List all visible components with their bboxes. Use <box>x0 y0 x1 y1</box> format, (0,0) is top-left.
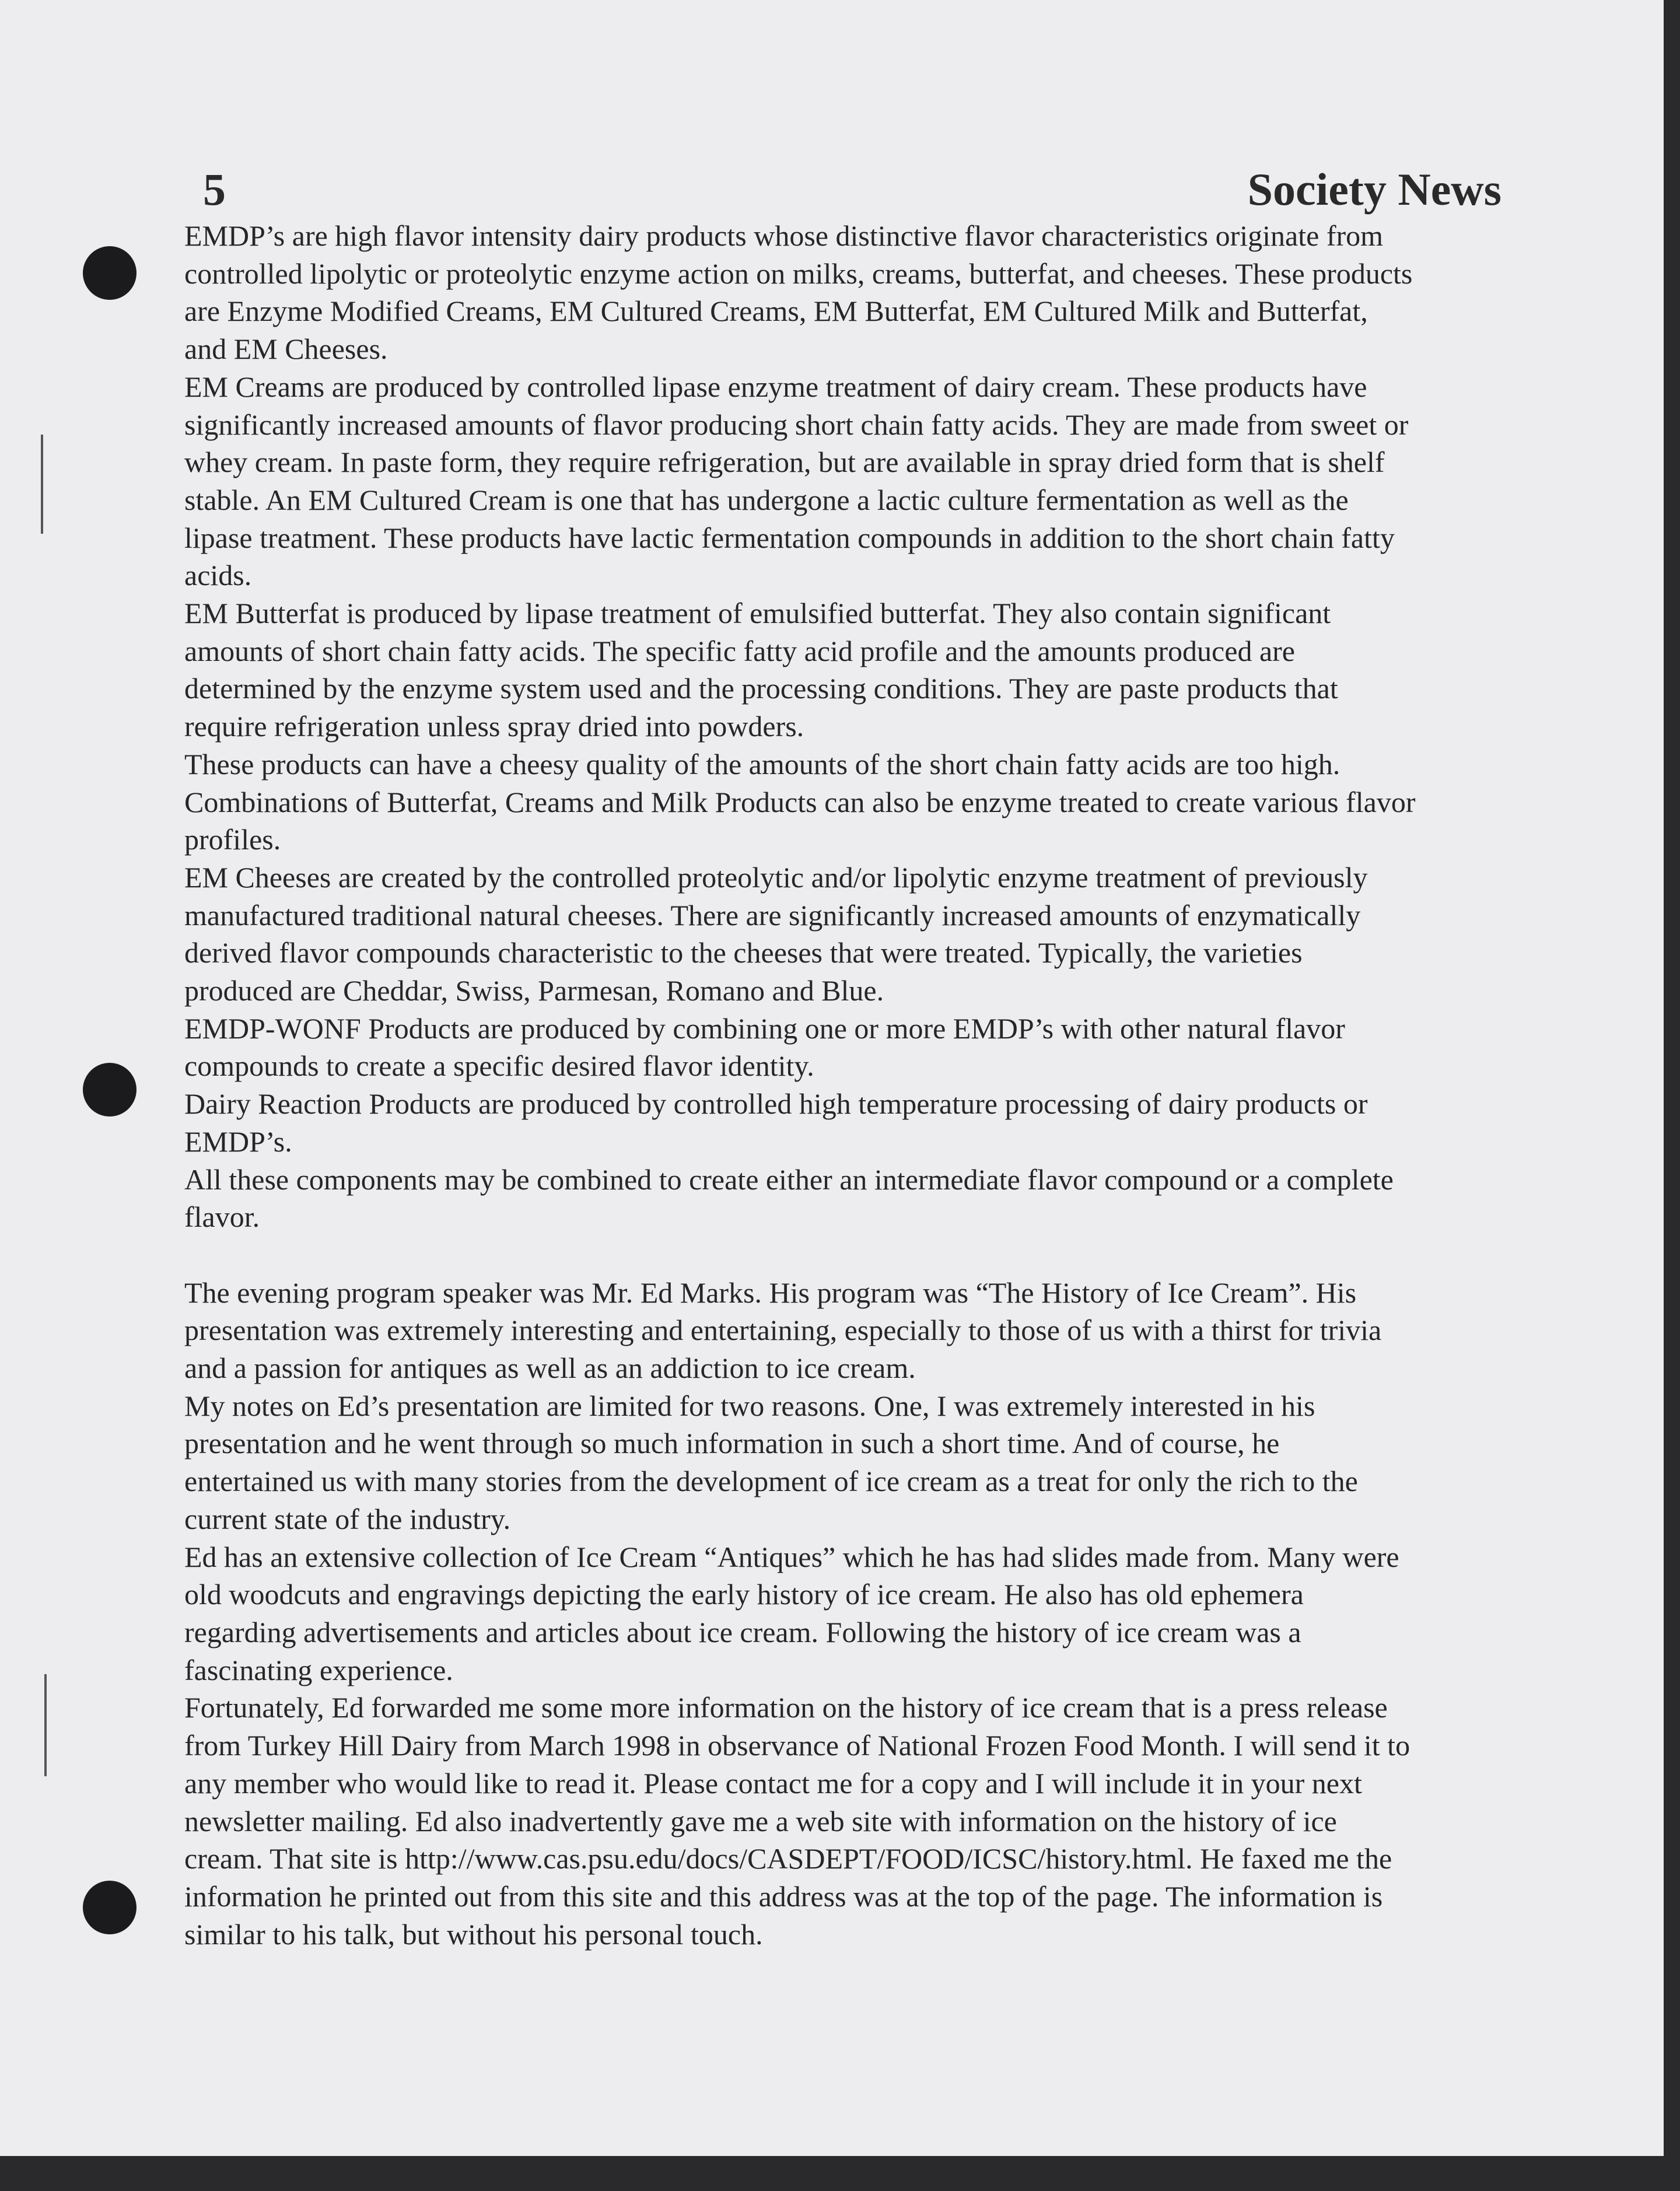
text-line: determined by the enzyme system used and the processing conditions. They are paste products that <box>184 672 1338 705</box>
text-line: EM Cheeses are created by the controlled proteolytic and/or lipolytic enzyme treatment of previously <box>184 860 1368 894</box>
text-line: and EM Cheeses. <box>184 332 388 366</box>
text-line: information he printed out from this site and this address was at the top of the page. The information is <box>184 1880 1383 1913</box>
text-line: EMDP’s are high flavor intensity dairy products whose distinctive flavor characteristics originate from <box>184 219 1384 252</box>
paragraph <box>184 1538 1415 1689</box>
text-line: stable. An EM Cultured Cream is one that has undergone a lactic culture fermentation as well as the <box>184 483 1349 516</box>
text-line: Ed has an extensive collection of Ice Cream “Antiques” which he has had slides made from. Many were <box>184 1540 1399 1573</box>
text-line: any member who would like to read it. Please contact me for a copy and I will include it in your next <box>184 1766 1362 1800</box>
text-line: EM Creams are produced by controlled lipase enzyme treatment of dairy cream. These products have <box>184 370 1367 403</box>
text-line: EM Butterfat is produced by lipase treatment of emulsified butterfat. They also contain significant <box>184 597 1331 630</box>
text-line: derived flavor compounds characteristic to the cheeses that were treated. Typically, the varieties <box>184 936 1303 970</box>
paragraph <box>184 783 1415 859</box>
text-line: newsletter mailing. Ed also inadvertently gave me a web site with information on the history of ice <box>184 1804 1337 1838</box>
text-line: produced are Cheddar, Swiss, Parmesan, Romano and Blue. <box>184 974 884 1007</box>
text-line: presentation and he went through so much information in such a short time. And of course, he <box>184 1427 1280 1460</box>
text-line: are Enzyme Modified Creams, EM Cultured Creams, EM Butterfat, EM Cultured Milk and Butterfat, <box>184 295 1368 328</box>
text-line: EMDP’s. <box>184 1125 292 1158</box>
text-line: acids. <box>184 559 252 592</box>
text-line: and a passion for antiques as well as an addiction to ice cream. <box>184 1352 916 1385</box>
paragraph <box>184 859 1415 1010</box>
punch-hole <box>83 246 136 300</box>
text-line: entertained us with many stories from the development of ice cream as a treat for only the rich to the <box>184 1465 1358 1498</box>
paragraph <box>184 1010 1415 1085</box>
text-line: Combinations of Butterfat, Creams and Milk Products can also be enzyme treated to create various flavor <box>184 785 1416 818</box>
text-line: EMDP-WONF Products are produced by combining one or more EMDP’s with other natural flavor <box>184 1012 1345 1045</box>
text-line: The evening program speaker was Mr. Ed Marks. His program was “The History of Ice Cream”. His <box>184 1276 1357 1309</box>
paragraph <box>184 746 1415 783</box>
text-line: My notes on Ed’s presentation are limited for two reasons. One, I was extremely interested in his <box>184 1389 1315 1422</box>
text-line: presentation was extremely interesting and entertaining, especially to those of us with a thirst for trivia <box>184 1314 1382 1347</box>
paragraph <box>184 1161 1415 1236</box>
paragraph <box>184 1689 1415 1953</box>
text-line: amounts of short chain fatty acids. The specific fatty acid profile and the amounts produced are <box>184 634 1295 667</box>
paragraph <box>184 217 1415 368</box>
article-body <box>184 217 1415 1953</box>
newsletter-title: Society News <box>1247 164 1502 215</box>
punch-hole <box>83 1881 136 1934</box>
paragraph <box>184 1387 1415 1538</box>
binder-mark <box>44 1674 47 1776</box>
text-line: lipase treatment. These products have lactic fermentation compounds in addition to the short chain fatty <box>184 521 1395 554</box>
text-line: require refrigeration unless spray dried into powders. <box>184 710 804 743</box>
page-number: 5 <box>203 164 226 215</box>
binder-mark <box>41 435 43 534</box>
paragraph <box>184 594 1415 746</box>
text-line: significantly increased amounts of flavor producing short chain fatty acids. They are made from sweet or <box>184 408 1409 441</box>
text-line: cream. That site is http://www.cas.psu.edu/docs/CASDEPT/FOOD/ICSC/history.html. He faxed me the <box>184 1842 1392 1875</box>
text-line: old woodcuts and engravings depicting the early history of ice cream. He also has old ephemera <box>184 1578 1304 1611</box>
text-line: Dairy Reaction Products are produced by controlled high temperature processing of dairy products or <box>184 1087 1368 1121</box>
punch-hole <box>83 1063 136 1116</box>
text-line: fascinating experience. <box>184 1653 453 1686</box>
text-line: current state of the industry. <box>184 1502 511 1535</box>
text-line: Fortunately, Ed forwarded me some more information on the history of ice cream that is a press release <box>184 1691 1388 1724</box>
text-line: flavor. <box>184 1200 260 1234</box>
text-line: regarding advertisements and articles about ice cream. Following the history of ice cream was a <box>184 1616 1301 1648</box>
text-line: similar to his talk, but without his personal touch. <box>184 1917 763 1951</box>
paragraph <box>184 1085 1415 1160</box>
text-line: These products can have a cheesy quality of the amounts of the short chain fatty acids are too high. <box>184 747 1340 780</box>
text-line: whey cream. In paste form, they require refrigeration, but are available in spray dried form that is shelf <box>184 446 1385 479</box>
paragraph <box>184 368 1415 594</box>
paragraph-gap <box>184 1236 1415 1274</box>
paragraph <box>184 1274 1415 1387</box>
text-line: profiles. <box>184 823 281 856</box>
text-line: manufactured traditional natural cheeses. There are significantly increased amounts of enzymatically <box>184 898 1361 932</box>
text-line: from Turkey Hill Dairy from March 1998 in observance of National Frozen Food Month. I will send it to <box>184 1729 1410 1762</box>
text-line: controlled lipolytic or proteolytic enzyme action on milks, creams, butterfat, and cheeses. These products <box>184 257 1413 290</box>
text-line: compounds to create a specific desired flavor identity. <box>184 1049 814 1083</box>
text-line: All these components may be combined to create either an intermediate flavor compound or a complete <box>184 1163 1394 1196</box>
